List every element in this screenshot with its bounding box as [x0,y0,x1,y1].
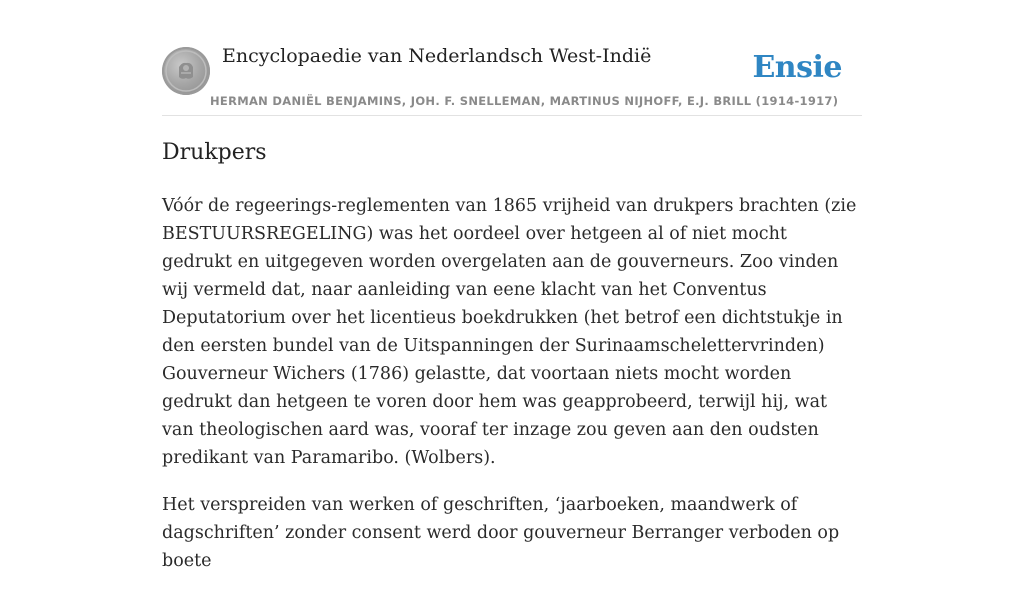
site-header [162,0,862,116]
ensie-logo[interactable]: Ensie [752,50,842,85]
page [162,0,862,571]
authors-line: HERMAN DANIËL BENJAMINS, JOH. F. SNELLEMAN, MARTINUS NIJHOFF, E.J. BRILL (1914-1917) [210,94,839,108]
encyclopedia-title[interactable]: Encyclopaedie van Nederlandsch West-Indië [222,45,652,67]
entry-title: Drukpers [162,140,267,165]
entry-paragraph: Vóór de regeerings-reglementen van 1865 vrijheid van drukpers brachten (zie BESTUURSREGELING) was het oordeel over hetgeen al of niet mocht gedrukt en uitgegeven worden overgelaten aan de gouverneurs. Zoo vinden wij vermeld dat, naar aanleiding van eene klacht van het Conventus Deputatorium over het licentieus boekdrukken (het betrof een dichtstukje in den eersten bundel van de Uitspanningen der Surinaamschelettervrinden) Gouverneur Wichers (1786) gelastte, dat voortaan niets mocht worden gedrukt dan hetgeen te voren door hem was geapprobeerd, terwijl hij, wat van theologischen aard was, vooraf ter inzage zou geven aan den oudsten predikant van Paramaribo. (Wolbers). [162,196,857,468]
coin-seal-icon[interactable] [162,47,210,95]
entry-body [162,192,862,594]
entry-paragraph: Het verspreiden van werken of geschriften, ‘jaarboeken, maandwerk of dagschriften’ zonder consent werd door gouverneur Berranger verboden op boete [162,495,840,571]
